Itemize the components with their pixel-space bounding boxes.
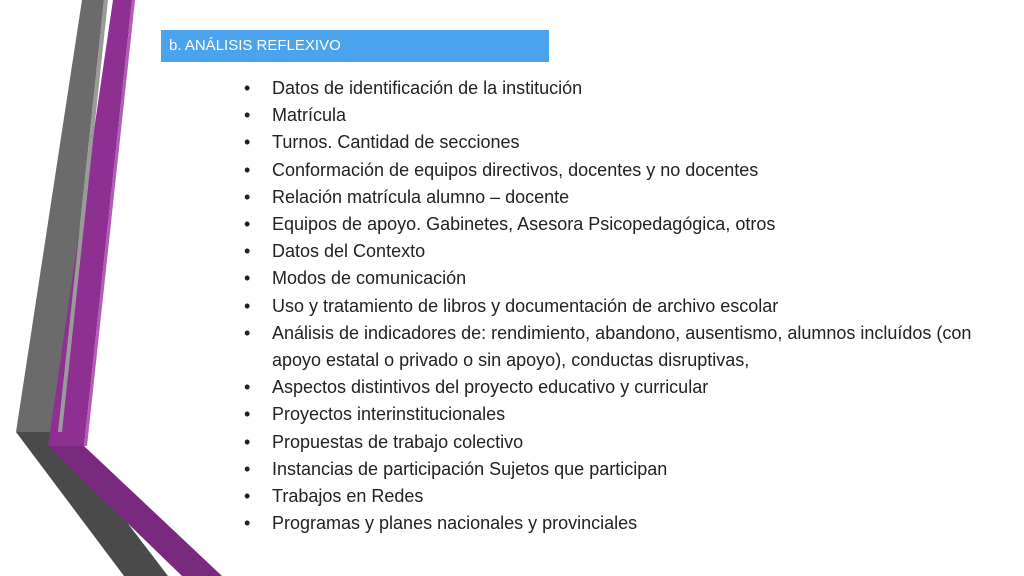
bullet-dot: •: [244, 486, 251, 507]
bullet-dot: •: [244, 241, 251, 262]
bullet-text: Datos de identificación de la institución: [272, 78, 583, 98]
bullet-item: [244, 129, 1014, 156]
bullet-item: [244, 211, 1014, 238]
bullet-text: Modos de comunicación: [272, 268, 467, 289]
bullet-item: [244, 510, 1014, 537]
bullet-text: Conformación de equipos directivos, docentes y no docentes: [272, 159, 759, 180]
bullet-dot: •: [244, 78, 251, 98]
bullet-dot: •: [244, 431, 251, 452]
bullet-text: Aspectos distintivos del proyecto educativo y curricular: [272, 377, 709, 398]
bullet-dot: •: [244, 377, 251, 398]
bullet-text: Uso y tratamiento de libros y documentación de archivo escolar: [272, 295, 779, 316]
bullet-item: [244, 429, 1014, 456]
bullet-item: [244, 102, 1014, 129]
bullet-dot: •: [244, 458, 251, 479]
bullet-text: Trabajos en Redes: [272, 486, 424, 507]
bullet-text: Proyectos interinstitucionales: [272, 404, 506, 425]
bullet-text: Equipos de apoyo. Gabinetes, Asesora Psicopedagógica, otros: [272, 214, 776, 235]
bullet-dot: •: [244, 513, 251, 534]
bullet-dot: •: [244, 322, 251, 343]
bullet-list: [244, 75, 1014, 537]
bullet-item: [244, 401, 1014, 428]
bullet-dot: •: [244, 295, 251, 316]
bullet-dot: •: [244, 105, 251, 126]
bullet-dot: •: [244, 159, 251, 180]
bullet-text: Matrícula: [272, 105, 347, 126]
decorative-stripes: [0, 0, 240, 576]
bullet-item: [244, 374, 1014, 401]
bullet-dot: •: [244, 132, 251, 153]
bullet-text: Propuestas de trabajo colectivo: [272, 431, 524, 452]
bullet-item: [244, 483, 1014, 510]
bullet-item: [244, 238, 1014, 265]
bullet-item: [244, 184, 1014, 211]
bullet-item: [244, 157, 1014, 184]
bullet-text: Programas y planes nacionales y provinciales: [272, 513, 638, 534]
bullet-item: [244, 265, 1014, 292]
bullet-text: Datos del Contexto: [272, 241, 426, 262]
bullet-text: Relación matrícula alumno – docente: [272, 186, 570, 207]
bullet-item: [244, 75, 1014, 102]
bullet-dot: •: [244, 268, 251, 289]
bullet-text: Análisis de indicadores de: rendimiento, abandono, ausentismo, alumnos incluídos (con apoyo estatal o privado o sin apoyo), conductas disruptivas,: [272, 322, 972, 371]
bullet-text: Instancias de participación Sujetos que participan: [272, 458, 668, 479]
bullet-item: [244, 456, 1014, 483]
section-header: [161, 30, 549, 62]
bullet-item: [244, 293, 1014, 320]
bullet-text: Turnos. Cantidad de secciones: [272, 132, 520, 153]
bullet-item: [244, 320, 1014, 374]
section-header-title: b. ANÁLISIS REFLEXIVO: [169, 37, 341, 54]
bullet-dot: •: [244, 214, 251, 235]
bullet-dot: •: [244, 404, 251, 425]
bullet-dot: •: [244, 186, 251, 207]
